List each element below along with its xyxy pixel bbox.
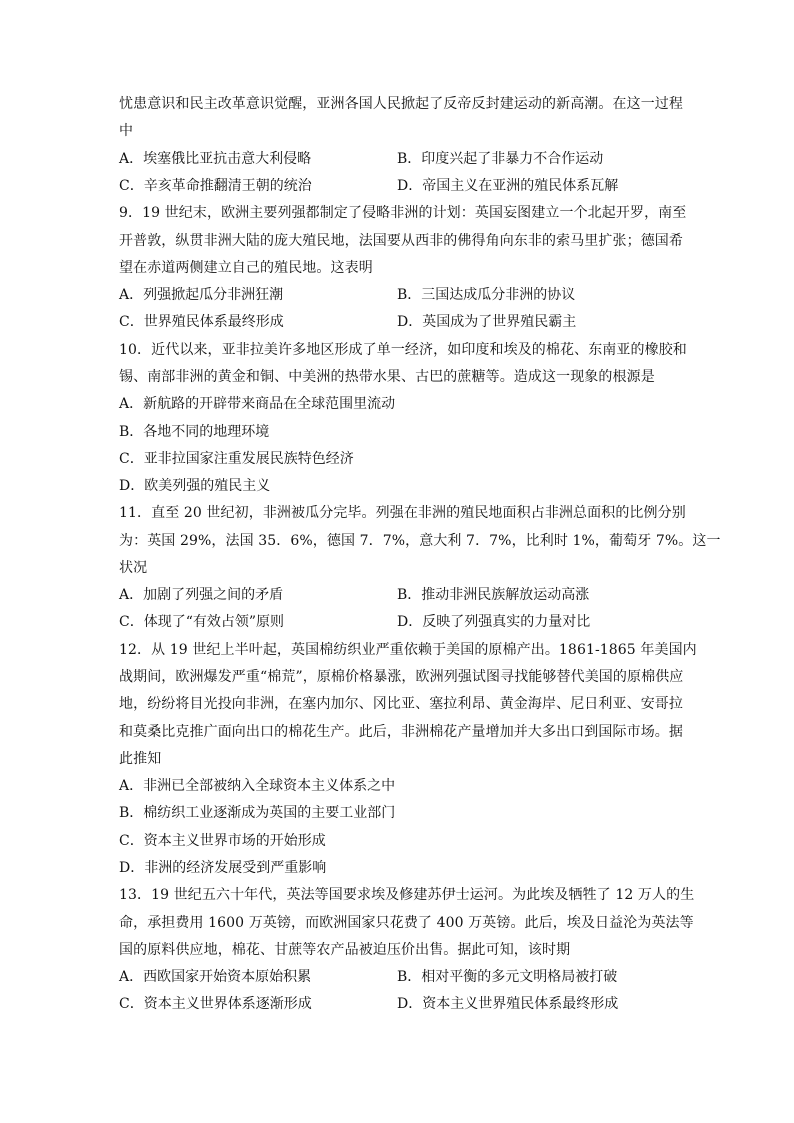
- q13-option-a: A．西欧国家开始资本原始积累: [119, 969, 312, 985]
- q12-option-d: D．非洲的经济发展受到严重影响: [119, 860, 327, 876]
- q12-option-a: A．非洲已全部被纳入全球资本主义体系之中: [119, 778, 396, 794]
- q13-stem-line-1: 13．19 世纪五六十年代，英法等国要求埃及修建苏伊士运河。为此埃及牺牲了 12 万人的生: [119, 887, 695, 903]
- q8-option-c: C．辛亥革命推翻清王朝的统治: [119, 178, 312, 194]
- q12-stem-line-4: 和莫桑比克推广面向出口的棉花生产。此后，非洲棉花产量增加并大多出口到国际市场。据: [119, 724, 683, 740]
- q12-stem-line-5: 此推知: [119, 751, 162, 767]
- q10-option-d: D．欧美列强的殖民主义: [119, 478, 271, 494]
- q9-option-b: B．三国达成瓜分非洲的协议: [397, 287, 576, 303]
- q9-option-d: D．英国成为了世界殖民霸主: [397, 314, 577, 330]
- q10-option-a: A．新航路的开辟带来商品在全球范围里流动: [119, 396, 396, 412]
- q12-stem-line-2: 战期间，欧洲爆发严重“棉荒”，原棉价格暴涨，欧洲列强试图寻找能够替代美国的原棉供应: [119, 669, 684, 685]
- q8-option-d: D．帝国主义在亚洲的殖民体系瓦解: [397, 178, 619, 194]
- q10-stem-line-1: 10．近代以来，亚非拉美许多地区形成了单一经济，如印度和埃及的棉花、东南亚的橡胶和: [119, 342, 687, 358]
- q11-stem-line-3: 状况: [119, 560, 148, 576]
- q13-option-c: C．资本主义世界体系逐渐形成: [119, 996, 312, 1012]
- q8-stem-line-1: 忧患意识和民主改革意识觉醒，亚洲各国人民掀起了反帝反封建运动的新高潮。在这一过程: [119, 96, 683, 112]
- q9-stem-line-3: 望在赤道两侧建立自己的殖民地。这表明: [119, 260, 373, 276]
- q12-option-c: C．资本主义世界市场的开始形成: [119, 833, 326, 849]
- q10-option-b: B．各地不同的地理环境: [119, 424, 270, 440]
- q11-option-b: B．推动非洲民族解放运动高涨: [397, 587, 590, 603]
- q11-stem-line-1: 11．直至 20 世纪初，非洲被瓜分完毕。列强在非洲的殖民地面积占非洲总面积的比例分别: [119, 505, 686, 521]
- q13-stem-line-3: 国的原料供应地，棉花、甘蔗等农产品被迫压价出售。据此可知，该时期: [119, 942, 571, 958]
- q9-stem-line-1: 9．19 世纪末，欧洲主要列强都制定了侵略非洲的计划：英国妄图建立一个北起开罗，南至: [119, 205, 687, 221]
- q8-stem-line-2: 中: [119, 123, 134, 139]
- q12-stem-line-3: 地，纷纷将目光投向非洲，在塞内加尔、冈比亚、塞拉利昂、黄金海岸、尼日利亚、安哥拉: [119, 696, 683, 712]
- q9-option-c: C．世界殖民体系最终形成: [119, 314, 284, 330]
- q13-option-b: B．相对平衡的多元文明格局被打破: [397, 969, 618, 985]
- q12-stem-line-1: 12．从 19 世纪上半叶起，英国棉纺织业严重依赖于美国的原棉产出。1861-1865 年美国内: [119, 642, 697, 658]
- q9-stem-line-2: 开普敦，纵贯非洲大陆的庞大殖民地，法国要从西非的佛得角向东非的索马里扩张；德国希: [119, 233, 683, 249]
- q11-stem-line-2: 为：英国 29%，法国 35．6%，德国 7．7%，意大利 7．7%，比利时 1%，葡萄牙 7%。这一: [119, 533, 721, 549]
- q10-stem-line-2: 锡、南部非洲的黄金和铜、中美洲的热带水果、古巴的蔗糖等。造成这一现象的根源是: [119, 369, 655, 385]
- q8-option-a: A．埃塞俄比亚抗击意大利侵略: [119, 151, 312, 167]
- q12-option-b: B．棉纺织工业逐渐成为英国的主要工业部门: [119, 805, 396, 821]
- q10-option-c: C．亚非拉国家注重发展民族特色经济: [119, 451, 354, 467]
- q13-stem-line-2: 命，承担费用 1600 万英镑，而欧洲国家只花费了 400 万英镑。此后，埃及日益沦为英法等: [119, 915, 694, 931]
- q9-option-a: A．列强掀起瓜分非洲狂潮: [119, 287, 284, 303]
- q8-option-b: B．印度兴起了非暴力不合作运动: [397, 151, 604, 167]
- q11-option-a: A．加剧了列强之间的矛盾: [119, 587, 284, 603]
- q11-option-d: D．反映了列强真实的力量对比: [397, 614, 591, 630]
- q13-option-d: D．资本主义世界殖民体系最终形成: [397, 996, 619, 1012]
- q11-option-c: C．体现了“有效占领”原则: [119, 614, 285, 630]
